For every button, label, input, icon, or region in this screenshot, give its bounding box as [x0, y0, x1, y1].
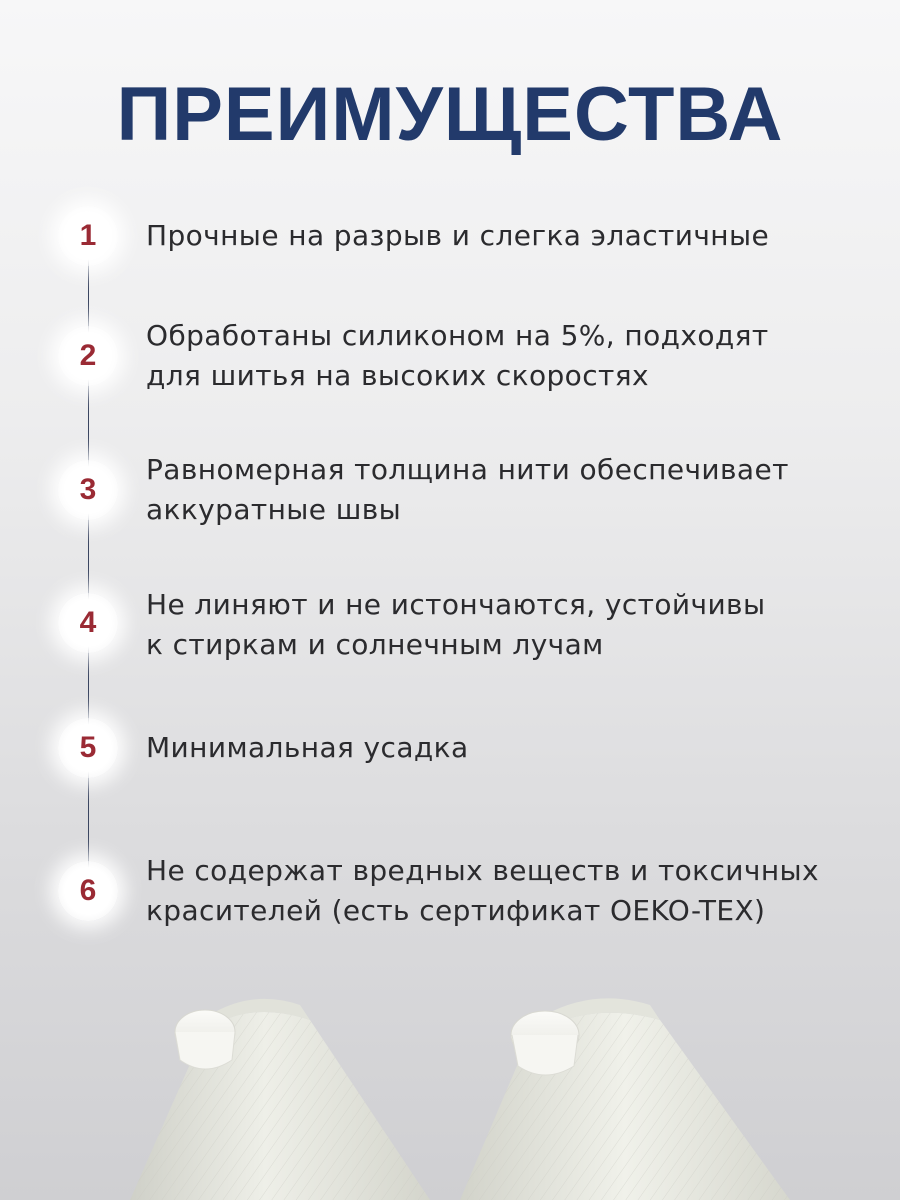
number-bubble: [58, 326, 118, 386]
item-number: 1: [79, 219, 97, 252]
item-text: [146, 585, 866, 665]
number-bubble: [58, 593, 118, 653]
item-text-line: Обработаны силиконом на 5%, подходят: [146, 319, 769, 352]
item-text: [146, 851, 866, 931]
item-text-line: Прочные на разрыв и слегка эластичные: [146, 219, 770, 252]
item-number: 6: [79, 874, 97, 907]
number-bubble: [58, 460, 118, 520]
item-text-line: аккуратные швы: [146, 493, 402, 526]
thread-spool-right: [460, 998, 790, 1200]
item-text-line: для шитья на высоких скоростях: [146, 359, 649, 392]
thread-spools-image: [0, 960, 900, 1200]
item-text: [146, 316, 866, 396]
thread-spool-left: [130, 999, 430, 1200]
item-text: [146, 450, 866, 530]
item-number: 5: [79, 731, 97, 764]
page-title: ПРЕИМУЩЕСТВА: [116, 72, 784, 157]
item-number: 3: [79, 473, 97, 506]
item-text: [146, 216, 866, 256]
item-text: [146, 728, 866, 768]
item-text-line: Не линяют и не истончаются, устойчивы: [146, 588, 766, 621]
item-text-line: Не содержат вредных веществ и токсичных: [146, 854, 820, 887]
item-number: 4: [79, 606, 97, 639]
number-bubble: [58, 861, 118, 921]
item-text-line: Равномерная толщина нити обеспечивает: [146, 453, 789, 486]
number-bubble: [58, 718, 118, 778]
item-text-line: Минимальная усадка: [146, 731, 469, 764]
item-text-line: к стиркам и солнечным лучам: [146, 628, 604, 661]
item-number: 2: [79, 339, 97, 372]
item-text-line: красителей (есть сертификат OEKO-TEX): [146, 894, 766, 927]
number-bubble: [58, 206, 118, 266]
